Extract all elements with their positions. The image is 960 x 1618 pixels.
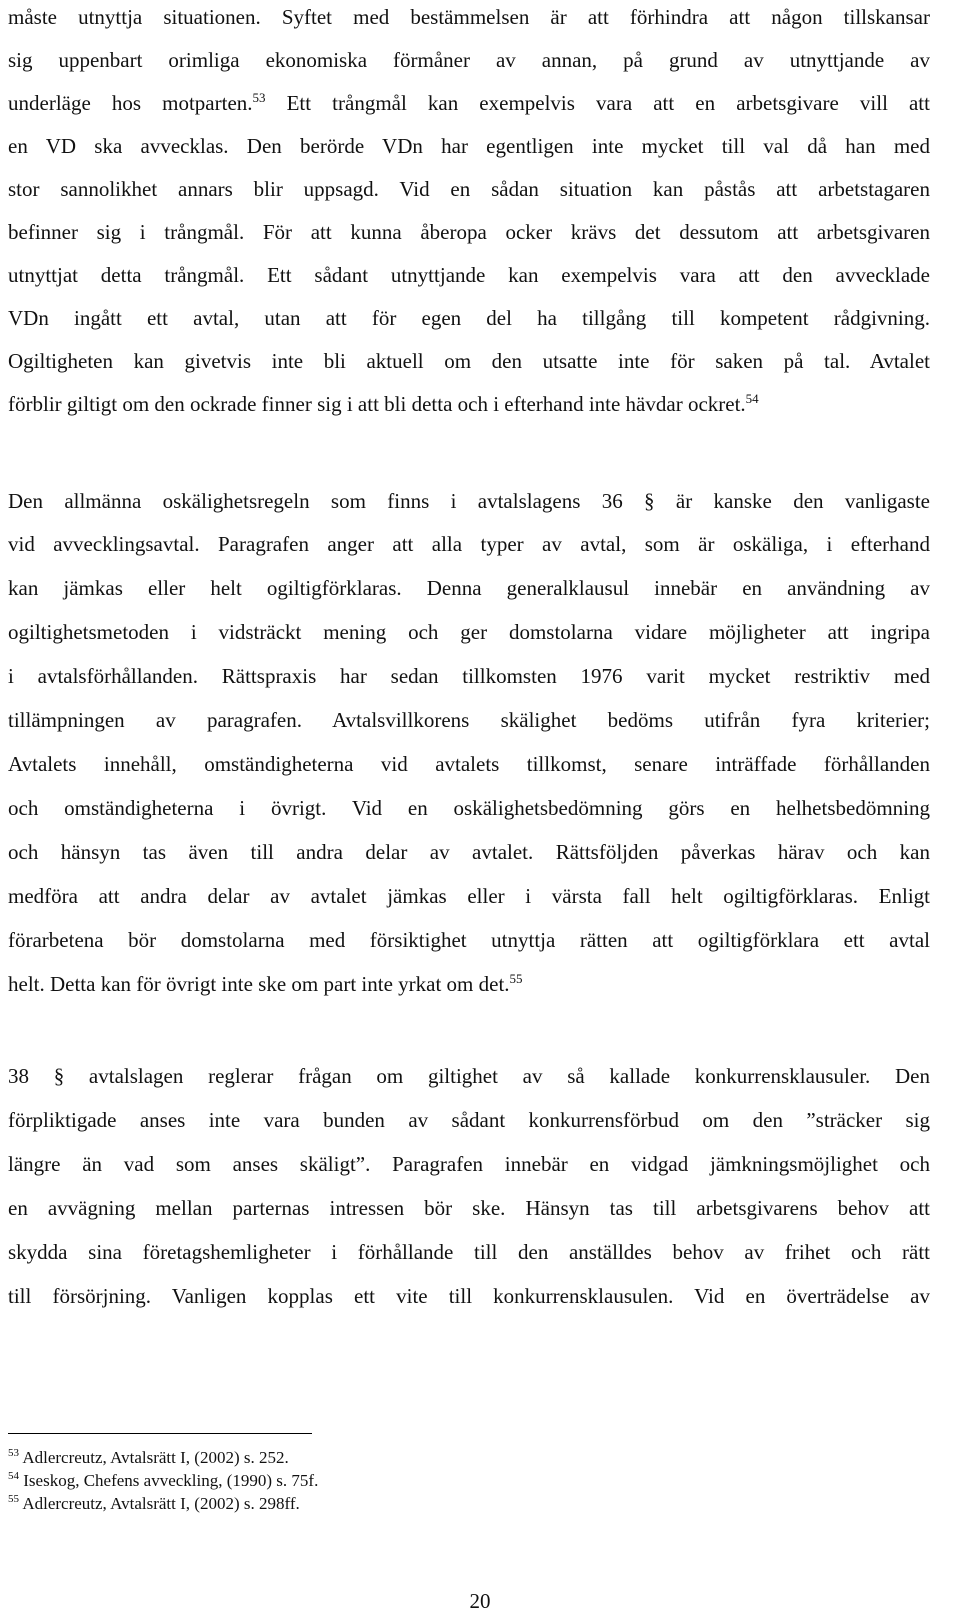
body-text-span: Ett trångmål kan exempelvis vara att en arbetsgivare vill att bbox=[265, 91, 930, 115]
body-text-line: befinner sig i trångmål. För att kunna åberopa ocker krävs det dessutom att arbetsgivaren bbox=[8, 220, 930, 244]
footnote-number: 54 bbox=[8, 1470, 19, 1482]
body-text-line: förarbetena bör domstolarna med försiktighet utnyttja rätten att ogiltigförklara ett avtal bbox=[8, 928, 930, 952]
body-text-line: längre än vad som anses skäligt”. Paragrafen innebär en vidgad jämkningsmöjlighet och bbox=[8, 1152, 930, 1176]
footnote bbox=[8, 1493, 300, 1515]
body-text-line bbox=[8, 969, 930, 999]
body-text-line: vid avvecklingsavtal. Paragrafen anger att alla typer av avtal, som är oskäliga, i efterhand bbox=[8, 532, 930, 556]
footnote-text: Adlercreutz, Avtalsrätt I, (2002) s. 298ff. bbox=[22, 1494, 300, 1513]
body-text-line: en avvägning mellan parternas intressen bör ske. Hänsyn tas till arbetsgivarens behov att bbox=[8, 1196, 930, 1220]
body-text-line: måste utnyttja situationen. Syftet med bestämmelsen är att förhindra att någon tillskansar bbox=[8, 5, 930, 29]
body-text-line: VDn ingått ett avtal, utan att för egen del ha tillgång till kompetent rådgivning. bbox=[8, 306, 930, 330]
body-text-span: förblir giltigt om den ockrade finner sig i att bli detta och i efterhand inte hävdar ockret. bbox=[8, 392, 746, 416]
body-text-line: till försörjning. Vanligen kopplas ett vite till konkurrensklausulen. Vid en överträdelse av bbox=[8, 1284, 930, 1308]
body-text-line: Den allmänna oskälighetsregeln som finns i avtalslagens 36 § är kanske den vanligaste bbox=[8, 489, 930, 513]
footnote bbox=[8, 1447, 289, 1469]
body-text-line: ogiltighetsmetoden i vidsträckt mening och ger domstolarna vidare möjligheter att ingripa bbox=[8, 620, 930, 644]
body-text-line: utnyttjat detta trångmål. Ett sådant utnyttjande kan exempelvis vara att den avvecklade bbox=[8, 263, 930, 287]
footnote-number: 55 bbox=[8, 1493, 19, 1505]
body-text-line: förpliktigade anses inte vara bunden av sådant konkurrensförbud om den ”sträcker sig bbox=[8, 1108, 930, 1132]
body-text-span: helt. Detta kan för övrigt inte ske om part inte yrkat om det. bbox=[8, 972, 510, 996]
body-text-line: 38 § avtalslagen reglerar frågan om giltighet av så kallade konkurrensklausuler. Den bbox=[8, 1064, 930, 1088]
body-text-line: Avtalets innehåll, omständigheterna vid avtalets tillkomst, senare inträffade förhållanden bbox=[8, 752, 930, 776]
body-text-line: och hänsyn tas även till andra delar av avtalet. Rättsföljden påverkas härav och kan bbox=[8, 840, 930, 864]
body-text-line: sig uppenbart orimliga ekonomiska förmåner av annan, på grund av utnyttjande av bbox=[8, 48, 930, 72]
body-text-line: i avtalsförhållanden. Rättspraxis har sedan tillkomsten 1976 varit mycket restriktiv med bbox=[8, 664, 930, 688]
body-text-line: stor sannolikhet annars blir uppsagd. Vid en sådan situation kan påstås att arbetstagaren bbox=[8, 177, 930, 201]
footnote-divider bbox=[8, 1433, 312, 1434]
body-text-line: Ogiltigheten kan givetvis inte bli aktuell om den utsatte inte för saken på tal. Avtalet bbox=[8, 349, 930, 373]
body-text-line bbox=[8, 389, 930, 419]
body-text-line: och omständigheterna i övrigt. Vid en oskälighetsbedömning görs en helhetsbedömning bbox=[8, 796, 930, 820]
footnote-ref-54: 54 bbox=[745, 391, 759, 406]
page-number: 20 bbox=[469, 1589, 491, 1613]
body-text-line: en VD ska avvecklas. Den berörde VDn har egentligen inte mycket till val då han med bbox=[8, 134, 930, 158]
body-text-line: tillämpningen av paragrafen. Avtalsvillkorens skälighet bedöms utifrån fyra kriterier; bbox=[8, 708, 930, 732]
body-text-line: medföra att andra delar av avtalet jämkas eller i värsta fall helt ogiltigförklaras. Enligt bbox=[8, 884, 930, 908]
footnote-ref-53: 53 bbox=[252, 90, 266, 105]
body-text-line bbox=[8, 88, 930, 118]
footnote-text: Iseskog, Chefens avveckling, (1990) s. 75f. bbox=[23, 1471, 319, 1490]
body-text-line: kan jämkas eller helt ogiltigförklaras. Denna generalklausul innebär en användning av bbox=[8, 576, 930, 600]
footnote-text: Adlercreutz, Avtalsrätt I, (2002) s. 252. bbox=[22, 1448, 289, 1467]
footnote-number: 53 bbox=[8, 1447, 19, 1459]
body-text-span: underläge hos motparten. bbox=[8, 91, 253, 115]
body-text-line: skydda sina företagshemligheter i förhållande till den anställdes behov av frihet och rätt bbox=[8, 1240, 930, 1264]
footnote-ref-55: 55 bbox=[509, 971, 523, 986]
footnote bbox=[8, 1470, 318, 1492]
